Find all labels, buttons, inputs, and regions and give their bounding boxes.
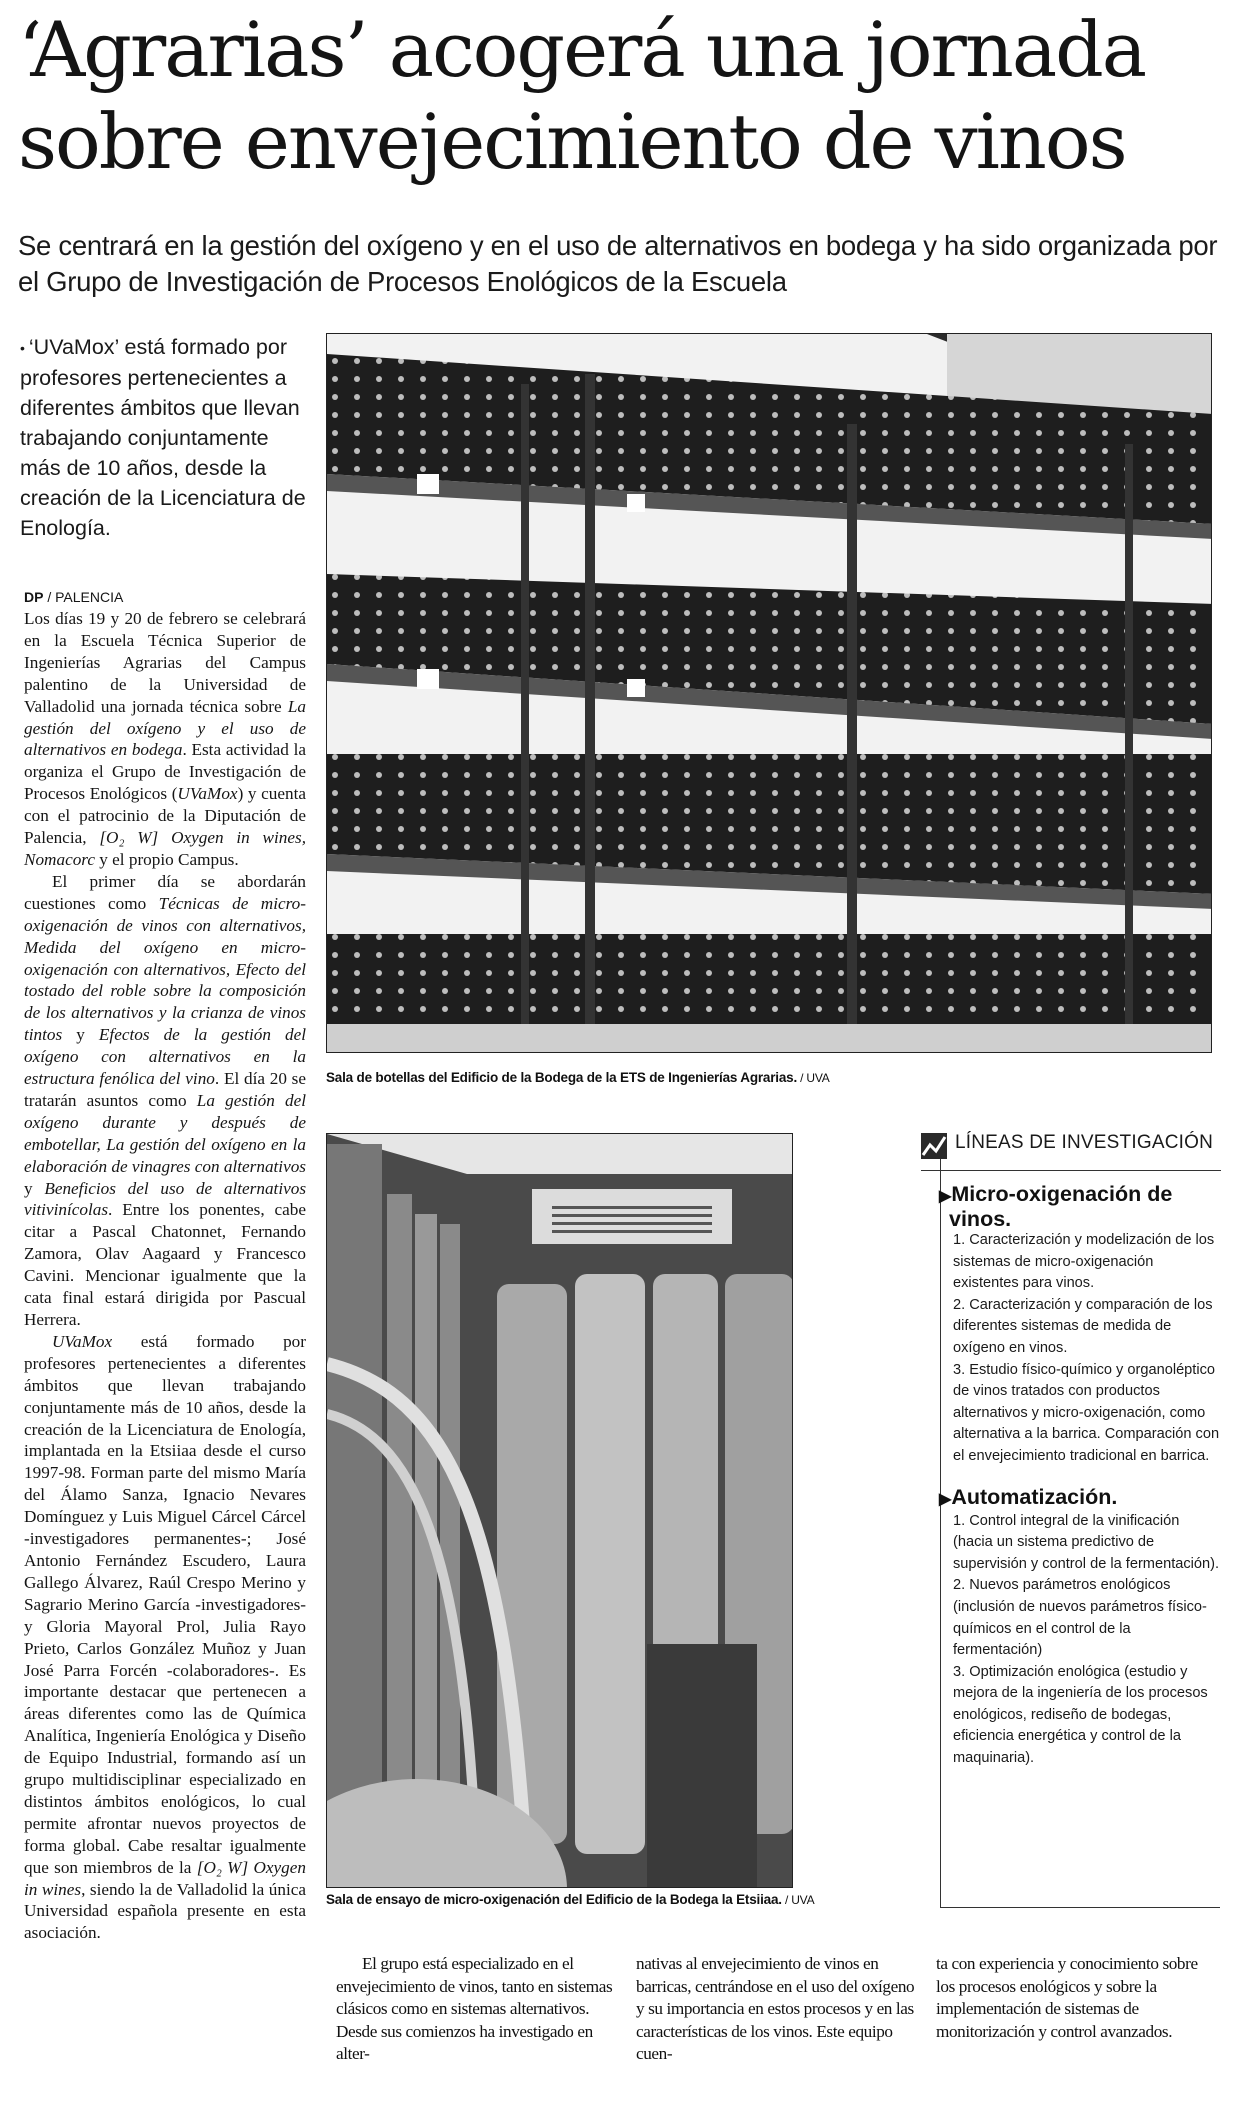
text-run: . Entre los ponentes, cabe citar a Pascal Chatonnet, Fernando Zamora, Olav Aagaard y Francesco Cavini. Mencionar igualmente que la cata final estará dirigida por Pascual Herrera. xyxy=(24,1200,306,1329)
steel-tanks-illustration xyxy=(327,1134,793,1888)
byline xyxy=(24,586,306,608)
list-item: 1. Caracterización y modelización de los sistemas de micro-oxigenación existentes para vinos. xyxy=(953,1232,1215,1292)
text-run: , siendo la de Valladolid la única Universidad española presente en esta asociación. xyxy=(24,1879,306,1943)
pull-quote xyxy=(20,332,310,543)
text-run-italic: [O₂ W] Oxygen in wines xyxy=(24,1857,306,1899)
text-run: y xyxy=(62,1025,99,1045)
text-run: ) y cuenta con el patrocinio de la Diputación de Palencia, xyxy=(24,784,306,848)
chart-trend-icon xyxy=(921,1133,947,1159)
text-run: y xyxy=(24,1178,45,1198)
section-title xyxy=(939,1484,1221,1511)
sidebar-section-automation xyxy=(939,1484,1221,1770)
photo-credit: / UVA xyxy=(797,1071,830,1085)
sidebar-section-micro-oxygenation xyxy=(939,1182,1221,1468)
text-run: y el propio Campus. xyxy=(94,849,239,869)
bottom-column-3: ta con experiencia y conocimiento sobre los procesos enológicos y sobre la implementación de sistemas de monitorización y control avanzados. xyxy=(936,1954,1198,2041)
section-title-text: Automatización. xyxy=(951,1484,1118,1509)
section-title-text: Micro-oxigenación de vinos. xyxy=(949,1182,1173,1231)
bottom-column-1: El grupo está especializado en el envejecimiento de vinos, tanto en sistemas clásicos como en sistemas alternativos. Desde sus comienzos ha investigado en alter- xyxy=(336,1954,613,2063)
photo-caption-top xyxy=(326,1070,830,1085)
pull-quote-text: ‘UVaMox’ está formado por profesores pertenecientes a diferentes ámbitos que llevan trabajando conjuntamente más de 10 años, desde la creación de la Licenciatura de Enología. xyxy=(20,335,306,541)
text-run-italic: Efectos de la gestión del oxígeno con alternativos en la estructura fenólica del vino xyxy=(24,1025,306,1089)
caption-text: Sala de botellas del Edificio de la Bodega de la ETS de Ingenierías Agrarias. xyxy=(326,1070,798,1085)
sidebar-body xyxy=(939,1177,1221,1788)
headline xyxy=(18,4,1238,188)
sidebar-title: LÍNEAS DE INVESTIGACIÓN xyxy=(955,1132,1213,1153)
photo-bottle-room xyxy=(326,333,1212,1053)
sidebar-header xyxy=(921,1131,1221,1171)
subheadline: Se centrará en la gestión del oxígeno y en el uso de alternativos en bodega y ha sido organizada por el Grupo de Investigación de Procesos Enológicos de la Escuela xyxy=(18,230,1218,297)
text-run-italic: La gestión del oxígeno durante y después de embotellar, La gestión del oxígeno en la elaboración de vinagres con alternativos xyxy=(24,1090,306,1176)
triangle-right-icon: ▶ xyxy=(939,1490,952,1508)
body-paragraph-2 xyxy=(24,871,306,1331)
body-paragraph-3 xyxy=(24,1331,306,1944)
text-run: . El día 20 se tratarán asuntos como xyxy=(24,1069,306,1110)
text-run-italic: La gestión del oxígeno y el uso de alternativos en bodega xyxy=(24,696,306,760)
text-run-italic: Técnicas de micro-oxigenación de vinos con alternativos, Medida del oxígeno en micro-oxigenación con alternativos, Efecto del tostado del roble sobre la composición de los alternativos y la crianza de vinos tintos xyxy=(24,893,306,1045)
photo-credit: / UVA xyxy=(781,1893,815,1907)
bottom-column-2: nativas al envejecimiento de vinos en barricas, centrándose en el uso del oxígeno y su importancia en estos procesos y en las características de los vinos. Este equipo cuen- xyxy=(636,1954,915,2063)
triangle-right-icon: ▶ xyxy=(939,1188,952,1205)
list-item: 2. Nuevos parámetros enológicos (inclusión de nuevos parámetros físico-químicos en el control de la fermentación) xyxy=(953,1577,1207,1659)
list-item: 2. Caracterización y comparación de los diferentes sistemas de medida de oxígeno en vinos. xyxy=(953,1296,1213,1356)
byline-separator: / xyxy=(43,589,56,605)
article-bottom-columns xyxy=(336,1953,1218,2066)
photo-micro-oxygenation-room xyxy=(326,1133,793,1888)
text-run: El primer día se abordarán cuestiones como xyxy=(24,871,306,913)
text-run-italic: UVaMox xyxy=(52,1331,113,1351)
text-run: . Esta actividad la organiza el Grupo de Investigación de Procesos Enológicos ( xyxy=(24,740,306,804)
article-body-column xyxy=(24,586,306,1944)
list-item: 1. Control integral de la vinificación (hacia un sistema predictivo de supervisión y control de la fermentación). xyxy=(953,1512,1220,1572)
headline-line-1: ‘Agrarias’ acogerá una jornada xyxy=(18,5,1146,94)
bullet-icon: • xyxy=(20,340,25,357)
section-title xyxy=(939,1182,1221,1231)
caption-text: Sala de ensayo de micro-oxigenación del Edificio de la Bodega la Etsiiaa. xyxy=(326,1892,782,1907)
byline-agency: DP xyxy=(24,589,44,605)
headline-line-2: sobre envejecimiento de vinos xyxy=(18,97,1126,186)
research-lines-sidebar xyxy=(940,1133,1220,1908)
byline-location: PALENCIA xyxy=(55,589,124,605)
text-run: Los días 19 y 20 de febrero se celebrará en la Escuela Técnica Superior de Ingenierías Agrarias del Campus palentino de la Universidad de Valladolid una jornada técnica sobre xyxy=(24,609,306,716)
text-run: está formado por profesores pertenecientes a diferentes ámbitos que llevan trabajando conjuntamente más de 10 años, desde la creación de la Licenciatura de Enología, implantada en la Etsiiaa desde el curso 1997-98. Forman parte del mismo María del Álamo Sanza, Ignacio Nevares Domínguez y Luis Miguel Cárcel Cárcel -investigadores permanentes-; José Antonio Fernández Escudero, Laura Gallego Álvarez, Raúl Crespo Merino y Sagrario Merino García -investigadores- y Gloria Mayoral Prol, Julia Rayo Prieto, Carlos González Muñoz y Juan José Parra Forcén -colaboradores-. Es importante destacar que pertenecen a áreas diferentes como las de Química Analítica, Ingeniería Enológica y Diseño de Equipo Industrial, formando así un grupo multidisciplinar especializado en distintos ámbitos enológicos, lo cual permite afrontar nuevos proyectos de forma global. Cabe resaltar igualmente que son miembros de la xyxy=(24,1331,306,1877)
list-item: 3. Optimización enológica (estudio y mejora de la ingeniería de los procesos enológicos, rediseño de bodegas, eficiencia energética y control de la maquinaria). xyxy=(953,1663,1208,1767)
photo-caption-bottom xyxy=(326,1892,814,1907)
text-run-italic: [O₂ W] Oxygen in wines, Nomacorc xyxy=(24,828,307,869)
list-item: 3. Estudio físico-químico y organoléptico de vinos tratados con productos alternativos y micro-oxigenación, como alternativa a la barrica. Comparación con el envejecimiento tradicional en barrica. xyxy=(953,1361,1220,1464)
text-run-italic: UVaMox xyxy=(177,784,238,804)
body-paragraph-1 xyxy=(24,608,306,871)
text-run-italic: Beneficios del uso de alternativos vitivinícolas xyxy=(24,1178,307,1220)
bottle-shelves-illustration xyxy=(327,334,1212,1053)
